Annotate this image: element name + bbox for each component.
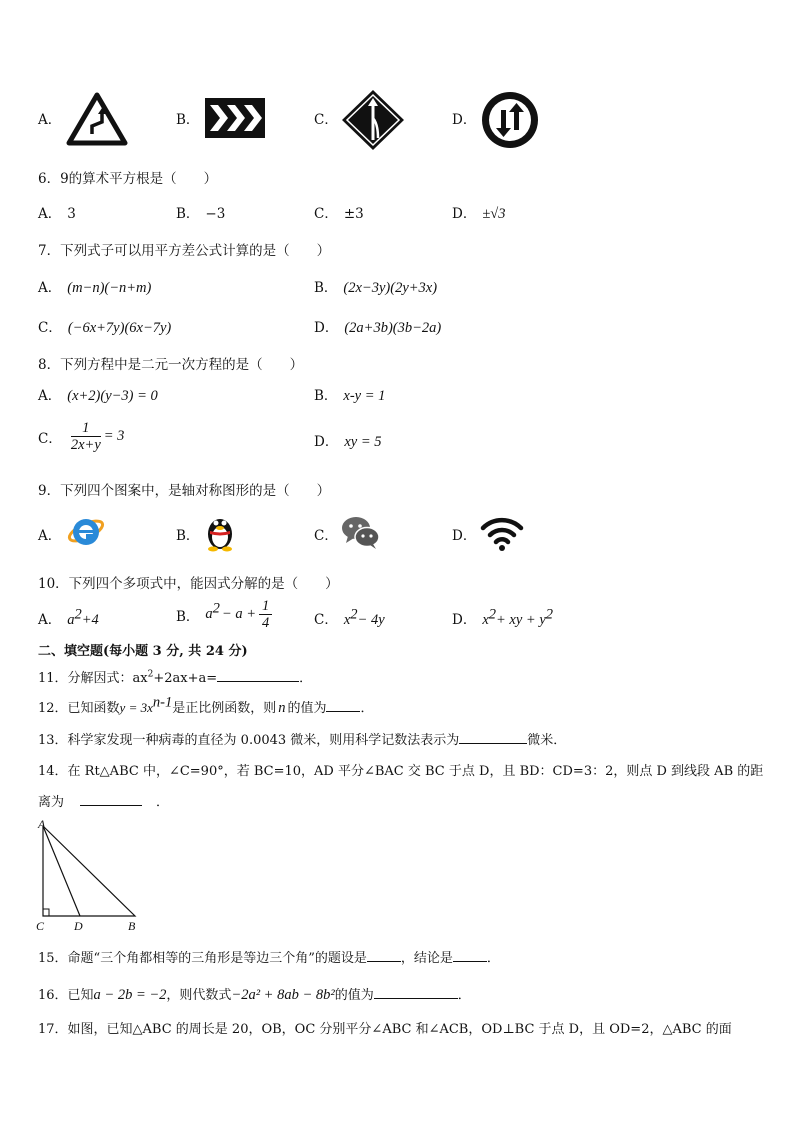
wifi-signal-icon [480, 514, 524, 552]
q6-stem: 6．9的算术平方根是（ ） [38, 171, 218, 187]
q6-option-c: C． ±3 [314, 206, 364, 222]
fraction: $\frac{1}{4}$ [259, 598, 272, 631]
q14-triangle-figure [34, 818, 144, 934]
vertex-label-d: D [74, 919, 83, 933]
answer-blank[interactable] [80, 793, 142, 806]
answer-blank[interactable] [453, 949, 487, 962]
q7-stem: 7．下列式子可以用平方差公式计算的是（ ） [38, 243, 331, 259]
q13: 13．科学家发现一种病毒的直径为 0.0043 微米，则用科学记数法表示为 微米． [38, 733, 567, 748]
wechat-logo-icon [340, 514, 382, 550]
q7-option-a: A． (m−n)(−n+m) [38, 280, 152, 296]
q10-option-d: D． $x^2+$ xy + $y^2$ [452, 606, 554, 628]
q9-option-a: A． [38, 528, 62, 544]
q8-option-c: C． $\frac{1}{2x+y}$ = 3 [38, 420, 125, 453]
q10-stem: 10．下列四个多项式中，能因式分解的是（ ） [38, 576, 339, 592]
q10-option-b: B． $a^2 - a$ + $\frac{1}{4}$ [176, 598, 275, 631]
q14-line1: 14．在 Rt△ABC 中，∠C=90°，若 BC=10，AD 平分∠BAC 交 BC 于点 D，且 BD：CD=3：2，则点 D 到线段 AB 的距 [38, 764, 764, 779]
vertex-label-c: C [36, 919, 45, 933]
answer-blank[interactable] [459, 731, 527, 744]
warning-triangle-sign-icon [66, 92, 128, 146]
option-label: A． [38, 112, 62, 128]
answer-blank[interactable] [374, 986, 458, 999]
vertex-label-b: B [128, 919, 136, 933]
fraction: $\frac{1}{2x+y}$ [70, 420, 101, 453]
q9-option-b: B． [176, 528, 200, 544]
q12: 12．已知函数$y = 3x^{n-1}$是正比例函数，则 n 的值为 ． [38, 694, 374, 716]
q8-option-a: A． (x+2)(y−3) = 0 [38, 388, 158, 404]
q8-stem: 8．下列方程中是二元一次方程的是（ ） [38, 357, 304, 373]
q9-option-d: D． [452, 528, 477, 544]
q14-line2: 离为 ． [38, 795, 170, 810]
two-way-arrows-sign-icon [480, 90, 540, 150]
section-title: 二、填空题(每小题 3 分, 共 24 分) [38, 644, 248, 659]
q17: 17．如图，已知△ABC 的周长是 20，OB，OC 分别平分∠ABC 和∠ACB，OD⊥BC 于点 D，且 OD=2，△ABC 的面 [38, 1022, 732, 1037]
q10-option-a: A． $a^2+4$ [38, 606, 99, 628]
q6-option-a: A． 3 [38, 206, 76, 222]
q10-option-c: C． $x^2- 4y$ [314, 606, 385, 628]
q5-option-b: B． [176, 112, 200, 128]
vertex-label-a: A [38, 817, 46, 831]
q6-option-b: B． −3 [176, 206, 226, 222]
answer-blank[interactable] [367, 949, 401, 962]
q16: 16．已知a − 2b = −2，则代数式−2a² + 8ab − 8b²的值为 ． [38, 987, 471, 1003]
qq-penguin-logo-icon [204, 512, 236, 552]
q6-option-d: D． ±√3 [452, 206, 506, 222]
q7-option-d: D． (2a+3b)(3b−2a) [314, 320, 442, 336]
q5-option-c: C． [314, 112, 338, 128]
q8-option-d: D． xy = 5 [314, 434, 382, 450]
answer-blank[interactable] [326, 699, 360, 712]
q5-option-d: D． [452, 112, 477, 128]
q15: 15．命题“三个角都相等的三角形是等边三个角”的题设是 ，结论是 ． [38, 951, 500, 966]
chevron-sign-icon [204, 97, 266, 139]
answer-blank[interactable] [217, 669, 299, 682]
internet-explorer-logo-icon [66, 512, 106, 550]
q11: 11．分解因式：$ax^2+2ax+a=$ ． [38, 669, 313, 686]
q5-option-a [38, 108, 61, 128]
q8-option-b: B． x-y = 1 [314, 388, 386, 404]
q7-option-c: C． (−6x+7y)(6x−7y) [38, 320, 172, 336]
q9-option-c: C． [314, 528, 338, 544]
merge-diamond-sign-icon [340, 88, 406, 152]
q9-stem: 9．下列四个图案中，是轴对称图形的是（ ） [38, 483, 331, 499]
q7-option-b: B． (2x−3y)(2y+3x) [314, 280, 438, 296]
